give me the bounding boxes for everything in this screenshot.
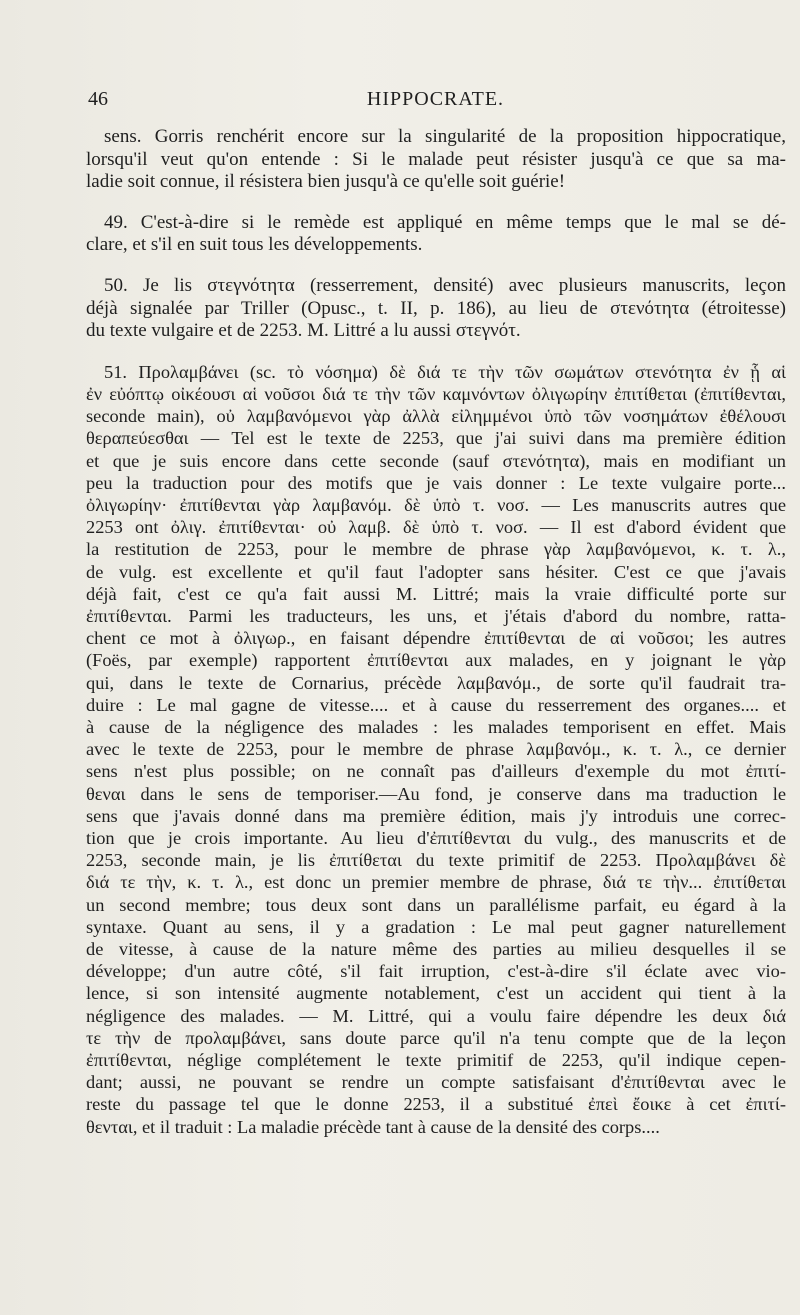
text-line: reste du passage tel que le donne 2253, il a substitué ἐπεὶ ἔοικε à cet ἐπιτί- <box>86 1094 786 1115</box>
text-line: sens que j'avais donné dans ma première édition, mais j'y introduis une correc- <box>86 805 786 826</box>
text-line: de vitesse, à cause de la nature même des parties au milieu desquelles il se <box>86 939 786 960</box>
text-line: qui, dans le texte de Cornarius, précède λαμβανόμ., de sorte qu'il faudrait tra- <box>86 672 786 693</box>
note-49 <box>86 212 786 257</box>
text-line: θενται, et il traduit : La maladie précède tant à cause de la densité des corps.... <box>86 1116 660 1137</box>
text-line: ἐν εὐόπτῳ οἰκέουσι αἱ νοῦσοι διά τε τὴν τῶν καμνόντων ὀλιγωρίην ἐπιτίθεται (ἐπιτίθενται, <box>86 383 786 404</box>
text-line: lorsqu'il veut qu'on entende : Si le malade peut résister jusqu'à ce que sa ma- <box>86 148 786 170</box>
note-51 <box>86 361 786 1138</box>
text-line: seconde main), οὐ λαμβανόμενοι γὰρ ἀλλὰ εἰλημμένοι ὑπὸ τῶν νοσημάτων ἐθέλουσι <box>86 406 786 427</box>
text-line: lence, si son intensité augmente notablement, c'est un accident qui tient à la <box>86 983 786 1004</box>
text-line: sens. Gorris renchérit encore sur la singularité de la proposition hippocratique, <box>104 126 786 147</box>
text-line: (Foës, par exemple) rapportent ἐπιτίθενται aux malades, en y joignant le γὰρ <box>86 650 786 671</box>
text-line: sens n'est plus possible; on ne connaît pas d'ailleurs d'exemple du mot ἐπιτί- <box>86 761 786 782</box>
text-line: 2253, seconde main, je lis ἐπιτίθεται du texte primitif de 2253. Προλαμβάνει δὲ <box>86 850 786 871</box>
text-line: avec le texte de 2253, pour le membre de phrase λαμβανόμ., κ. τ. λ., ce dernier <box>86 739 786 760</box>
text-line: duire : Le mal gagne de vitesse.... et à cause du resserrement des organes.... et <box>86 694 786 715</box>
text-line: tion que je crois importante. Au lieu d'ἐπιτίθενται du vulg., des manuscrits et de <box>86 828 786 849</box>
text-line: διά τε τὴν, κ. τ. λ., est donc un premier membre de phrase, διά τε τὴν... ἐπιτίθεται <box>86 872 786 893</box>
page-number: 46 <box>88 88 108 110</box>
footnotes-body <box>86 126 786 1138</box>
text-line: déjà signalée par Triller (Opusc., t. II, p. 186), au lieu de στενότητα (étroitesse) <box>86 297 786 319</box>
text-line: ἐπιτίθενται, néglige complétement le texte primitif de 2253, qu'il indique cepen- <box>86 1050 786 1071</box>
text-line: déjà fait, c'est ce qu'a fait aussi M. Littré; mais la vraie difficulté porte sur <box>86 583 786 604</box>
text-line: 49. C'est-à-dire si le remède est appliqué en même temps que le mal se dé- <box>104 211 786 233</box>
text-line: θεραπεύεσθαι — Tel est le texte de 2253, que j'ai suivi dans ma première édition <box>86 428 786 449</box>
text-line: 51. Προλαμβάνει (sc. τὸ νόσημα) δὲ διά τε τὴν τῶν σωμάτων στενότητα ἐν ᾗ αἱ <box>104 361 786 382</box>
text-line: dant; aussi, ne pouvant se rendre un compte satisfaisant d'ἐπιτίθενται avec le <box>86 1072 786 1093</box>
note-50 <box>86 275 786 343</box>
text-line: à cause de la négligence des malades : les malades temporisent en effet. Mais <box>86 717 786 737</box>
text-line: τε τὴν de προλαμβάνει, sans doute parce qu'il n'a tenu compte que de la leçon <box>86 1027 786 1048</box>
text-line: et que je suis encore dans cette seconde (sauf στενότητα), mais en modifiant un <box>86 450 786 471</box>
text-line: de vulg. est excellente et qu'il faut l'adopter sans hésiter. C'est ce que j'avais <box>86 561 786 582</box>
text-line: 50. Je lis στεγνότητα (resserrement, densité) avec plusieurs manuscrits, leçon <box>104 274 786 296</box>
text-line: chent ce mot à ὀλιγωρ., en faisant dépendre ἐπιτίθενται de αἱ νοῦσοι; les autres <box>86 628 786 649</box>
text-line: syntaxe. Quant au sens, il y a gradation : Le mal peut gagner naturellement <box>86 916 786 937</box>
text-line: ladie soit connue, il résistera bien jusqu'à ce qu'elle soit guérie! <box>86 171 566 193</box>
text-line: ὀλιγωρίην· ἐπιτίθενται γὰρ λαμβανόμ. δὲ ὑπὸ τ. νοσ. — Les manuscrits autres que <box>86 494 786 515</box>
text-line: développe; d'un autre côté, s'il fait irruption, c'est-à-dire s'il éclate avec vio- <box>86 961 786 982</box>
text-line: négligence des malades. — M. Littré, qui a voulu faire dépendre les deux διά <box>86 1005 786 1026</box>
note-48-continuation <box>86 126 786 194</box>
text-line: clare, et s'il en suit tous les développements. <box>86 234 423 256</box>
page-header <box>88 88 783 114</box>
text-line: du texte vulgaire et de 2253. M. Littré a lu aussi στεγνότ. <box>86 320 521 342</box>
running-title: HIPPOCRATE. <box>366 88 505 110</box>
text-line: θεναι dans le sens de temporiser.—Au fond, je conserve dans ma traduction le <box>86 783 786 804</box>
text-line: 2253 ont ὀλιγ. ἐπιτίθενται· οὐ λαμβ. δὲ ὑπὸ τ. νοσ. — Il est d'abord évident que <box>86 517 786 538</box>
text-line: la restitution de 2253, pour le membre de phrase γὰρ λαμβανόμενοι, κ. τ. λ., <box>86 539 786 560</box>
text-line: peu la traduction pour des motifs que je vais donner : Le texte vulgaire porte... <box>86 472 786 493</box>
text-line: ἐπιτίθενται. Parmi les traducteurs, les uns, et j'étais d'abord du nombre, ratta- <box>86 605 786 626</box>
text-line: un second membre; tous deux sont dans un parallélisme parfait, eu égard à la <box>86 894 786 915</box>
